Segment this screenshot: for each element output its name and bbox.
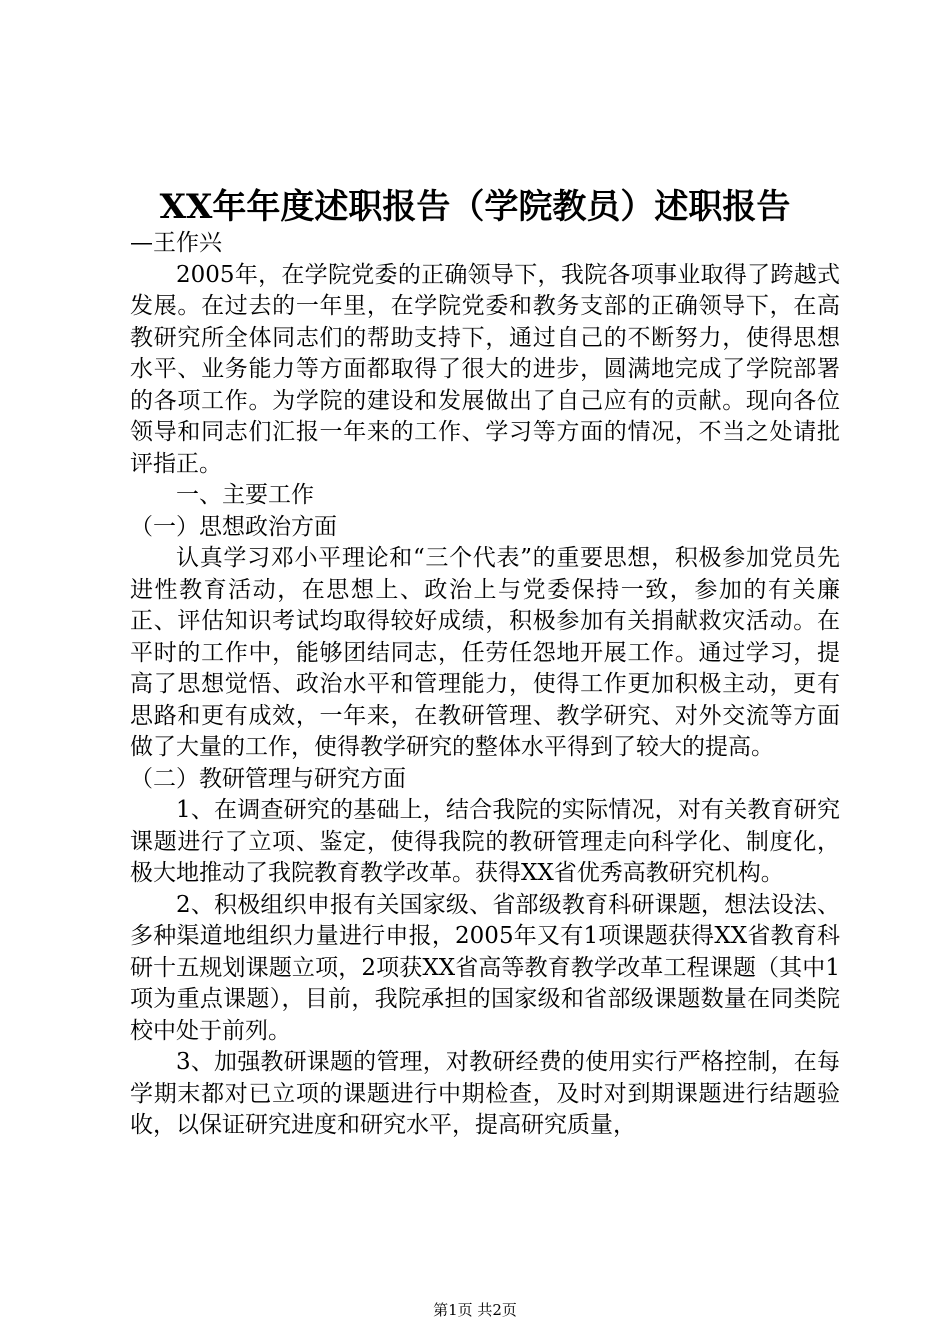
political-paragraph: 认真学习邓小平理论和“三个代表”的重要思想，积极参加党员先进性教育活动，在思想上、政治上与党委保持一致，参加的有关廉正、评估知识考试均取得较好成绩，积极参加有关捐献救灾活动。在平时的工作中，能够团结同志，任劳任怨地开展工作。通过学习，提高了思想觉悟、政治水平和管理能力，使得工作更加积极主动，更有思路和更有成效，一年来，在教研管理、教学研究、对外交流等方面做了大量的工作，使得教学研究的整体水平得到了较大的提高。 (130, 545, 840, 760)
subsection-heading-political: （一）思想政治方面 (130, 513, 337, 540)
intro-paragraph: 2005年，在学院党委的正确领导下，我院各项事业取得了跨越式发展。在过去的一年里，在学院党委和教务支部的正确领导下，在高教研究所全体同志们的帮助支持下，通过自己的不断努力，使得思想水平、业务能力等方面都取得了很大的进步，圆满地完成了学院部署的各项工作。为学院的建设和发展做出了自己应有的贡献。现向各位领导和同志们汇报一年来的工作、学习等方面的情况，不当之处请批评指正。 (130, 261, 840, 477)
page-footer: 第1页 共2页 (433, 1301, 517, 1319)
research-item-3: 3、加强教研课题的管理，对教研经费的使用实行严格控制，在每学期末都对已立项的课题进行中期检查，及时对到期课题进行结题验收，以保证研究进度和研究水平，提高研究质量， (130, 1049, 840, 1138)
section-heading-main-work: 一、主要工作 (176, 482, 314, 508)
subsection-heading-research: （二）教研管理与研究方面 (130, 765, 406, 792)
document-body (130, 228, 840, 1142)
research-item-2: 2、积极组织申报有关国家级、省部级教育科研课题，想法设法、多种渠道地组织力量进行申报，2005年又有1项课题获得XX省教育科研十五规划课题立项，2项获XX省高等教育教学改革工程课题（其中1项为重点课题），目前，我院承担的国家级和省部级课题数量在同类院校中处于前列。 (130, 891, 840, 1044)
research-item-1: 1、在调查研究的基础上，结合我院的实际情况，对有关教育研究课题进行了立项、鉴定，使得我院的教研管理走向科学化、制度化，极大地推动了我院教育教学改革。获得XX省优秀高教研究机构。 (130, 797, 840, 886)
author-line: —王作兴 (130, 230, 222, 256)
document-title: XX年年度述职报告（学院教员）述职报告 (159, 187, 791, 227)
